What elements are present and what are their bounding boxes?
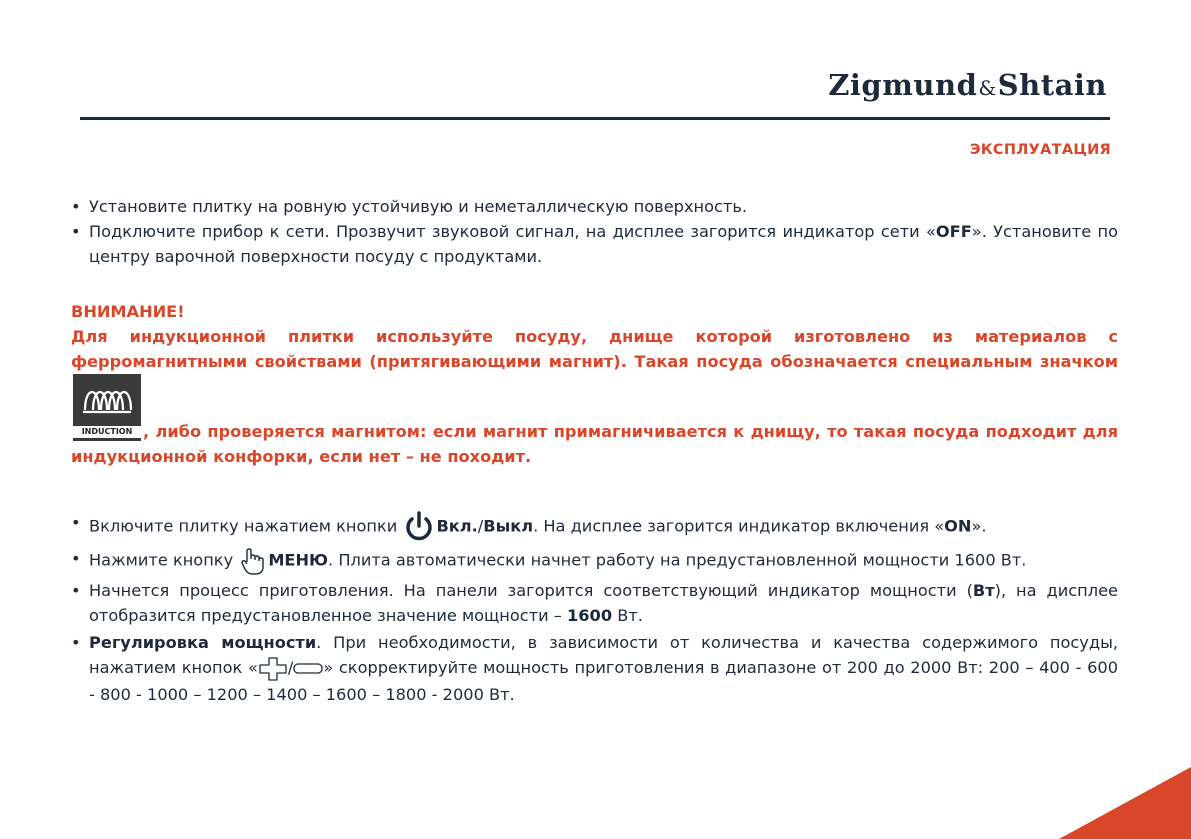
off-indicator-text: OFF — [935, 222, 972, 241]
minus-icon — [293, 662, 323, 676]
steps-list — [71, 510, 1118, 709]
induction-coil-icon — [81, 380, 133, 418]
brand-ampersand: & — [978, 76, 997, 100]
list-item: • Начнется процесс приготовления. На панели загорится соответствующий индикатор мощности (Вт), на дисплее отобразится предустановленное значение мощности – 1600 Вт. — [71, 578, 1118, 628]
corner-accent — [1059, 767, 1191, 839]
induction-label: INDUCTION — [73, 426, 141, 438]
hand-pointer-icon — [238, 546, 268, 576]
list-item: • Включите плитку нажатием кнопки Вкл./Выкл. На дисплее загорится индикатор включения «ON». — [71, 510, 1118, 544]
warning-text: Для индукционной плитки используйте посуду, днище которой изготовлено из материалов с ферромагнитными свойствами (притягивающими магнит). Такая посуда обозначается специальным значком INDUCTION , либо проверяется магнитом: если магнит примагничивается к днищу, то такая посуда подходит для индукционной конфорки, если нет – не походит. — [71, 327, 1118, 466]
header-divider — [80, 117, 1110, 120]
section-title: ЭКСПЛУАТАЦИЯ — [969, 142, 1111, 158]
list-item: • Подключите прибор к сети. Прозвучит звуковой сигнал, на дисплее загорится индикатор сети «OFF». Установите по центру варочной поверхности посуду с продуктами. — [71, 219, 1118, 269]
brand-logo — [828, 68, 1107, 102]
list-item: • Регулировка мощности. При необходимости, в зависимости от количества и качества содержимого посуды, нажатием кнопок « / » скорректируйте мощность приготовления в диапазоне от 200 до 2000 Вт: 200 – 400 - 600 - 800 - 1000 – 1200 – 1400 – 1600 – 1800 - 2000 Вт. — [71, 630, 1118, 707]
list-item: • Установите плитку на ровную устойчивую и неметаллическую поверхность. — [71, 194, 1118, 219]
warning-block — [71, 299, 1118, 469]
brand-name-left: Zigmund — [828, 68, 978, 102]
list-item: • Нажмите кнопку МЕНЮ. Плита автоматически начнет работу на предустановленной мощности 1600 Вт. — [71, 546, 1118, 576]
power-icon — [402, 510, 436, 544]
plus-icon — [258, 656, 288, 682]
induction-badge — [73, 374, 141, 441]
intro-list — [71, 194, 1118, 269]
warning-title: ВНИМАНИЕ! — [71, 302, 185, 321]
brand-name-right: Shtain — [997, 68, 1107, 102]
